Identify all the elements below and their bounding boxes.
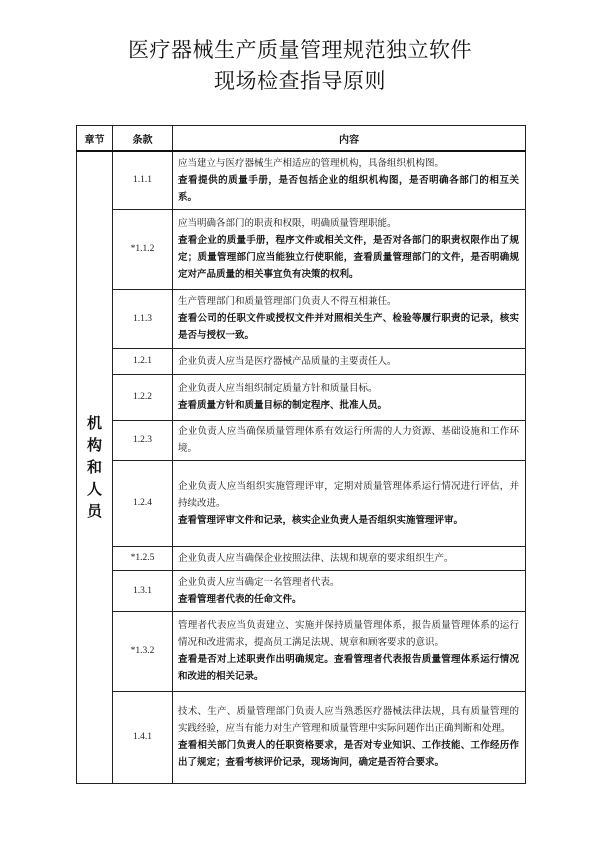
table-row xyxy=(77,374,526,420)
clause-number: 1.4.1 xyxy=(113,691,173,783)
clause-number: 1.2.3 xyxy=(113,420,173,460)
requirement-text: 企业负责人应当确保质量管理体系有效运行所需的人力资源、基础设施和工作环境。 xyxy=(178,426,519,454)
clause-number: 1.2.2 xyxy=(113,374,173,420)
clause-content xyxy=(173,348,526,374)
check-method-text: 查看管理评审文件和记录，核实企业负责人是否组织实施管理评审。 xyxy=(178,514,464,526)
clause-number: *1.3.2 xyxy=(113,611,173,691)
requirement-text: 企业负责人应当组织制定质量方针和质量目标。 xyxy=(178,383,378,394)
clause-content xyxy=(173,289,526,348)
chapter-label: 机 构 和 人 员 xyxy=(86,414,102,521)
clause-number: 1.2.1 xyxy=(113,348,173,374)
clause-number: *1.1.2 xyxy=(113,209,173,289)
inspection-table xyxy=(76,125,526,784)
header-chapter: 章节 xyxy=(77,126,113,152)
requirement-text: 生产管理部门和质量管理部门负责人不得互相兼任。 xyxy=(178,296,397,307)
clause-number: *1.2.5 xyxy=(113,546,173,570)
requirement-text: 企业负责人应当确定一名管理者代表。 xyxy=(178,576,340,588)
table-row xyxy=(77,570,526,611)
clause-content xyxy=(173,546,526,570)
clause-number: 1.3.1 xyxy=(113,570,173,611)
table-row xyxy=(77,420,526,460)
clause-content xyxy=(173,151,526,209)
check-method-text: 查看企业的质量手册，程序文件或相关文件，是否对各部门的职责权限作出了规定；质量管理部门应当能独立行使职能，查看质量管理部门的文件，是否明确规定对产品质量的相关事宜负有决策的权利。 xyxy=(178,235,519,280)
header-content: 内容 xyxy=(173,126,526,152)
clause-content xyxy=(173,691,526,783)
table-row xyxy=(77,546,526,570)
check-method-text: 查看公司的任职文件或授权文件并对照相关生产、检验等履行职责的记录，核实是否与授权一致。 xyxy=(178,313,519,341)
check-method-text: 查看质量方针和质量目标的制定程序、批准人员。 xyxy=(178,400,388,411)
table-header-row xyxy=(77,126,526,152)
check-method-text: 查看是否对上述职责作出明确规定。查看管理者代表报告质量管理体系运行情况和改进的相关记录。 xyxy=(178,654,519,682)
clause-content xyxy=(173,460,526,546)
requirement-text: 应当建立与医疗器械生产相适应的管理机构，具备组织机构图。 xyxy=(178,157,445,169)
table-row xyxy=(77,151,526,209)
clause-number: 1.1.1 xyxy=(113,151,173,209)
table-row xyxy=(77,209,526,289)
table-row xyxy=(77,348,526,374)
check-method-text: 查看相关部门负责人的任职资格要求，是否对专业知识、工作技能、工作经历作出了规定；查看考核评价记录，现场询问，确定是否符合要求。 xyxy=(178,740,519,768)
clause-content xyxy=(173,209,526,289)
requirement-text: 企业负责人应当确保企业按照法律、法规和规章的要求组织生产。 xyxy=(178,552,454,564)
check-method-text: 查看提供的质量手册，是否包括企业的组织机构图，是否明确各部门的相互关系。 xyxy=(178,174,519,203)
requirement-text: 企业负责人应当是医疗器械产品质量的主要责任人。 xyxy=(178,355,397,367)
chapter-cell xyxy=(77,151,113,783)
requirement-text: 企业负责人应当组织实施管理评审，定期对质量管理体系运行情况进行评估，并持续改进。 xyxy=(178,480,519,509)
clause-content xyxy=(173,570,526,611)
check-method-text: 查看管理者代表的任命文件。 xyxy=(178,593,302,605)
table-row xyxy=(77,691,526,783)
clause-content xyxy=(173,420,526,460)
clause-content xyxy=(173,611,526,691)
clause-content xyxy=(173,374,526,420)
header-clause: 条款 xyxy=(113,126,173,152)
table-row xyxy=(77,460,526,546)
requirement-text: 应当明确各部门的职责和权限，明确质量管理职能。 xyxy=(178,218,397,229)
table-row xyxy=(77,289,526,348)
table-row xyxy=(77,611,526,691)
document-title-line2: 现场检查指导原则 xyxy=(214,69,386,93)
document-title-line1: 医疗器械生产质量管理规范独立软件 xyxy=(128,38,472,62)
table-body xyxy=(77,151,526,783)
clause-number: 1.1.3 xyxy=(113,289,173,348)
clause-number: 1.2.4 xyxy=(113,460,173,546)
requirement-text: 管理者代表应当负责建立、实施并保持质量管理体系，报告质量管理体系的运行情况和改进需求，提高员工满足法规、规章和顾客要求的意识。 xyxy=(178,620,519,648)
requirement-text: 技术、生产、质量管理部门负责人应当熟悉医疗器械法律法规，具有质量管理的实践经验，应当有能力对生产管理和质量管理中实际问题作出正确判断和处理。 xyxy=(178,706,519,734)
